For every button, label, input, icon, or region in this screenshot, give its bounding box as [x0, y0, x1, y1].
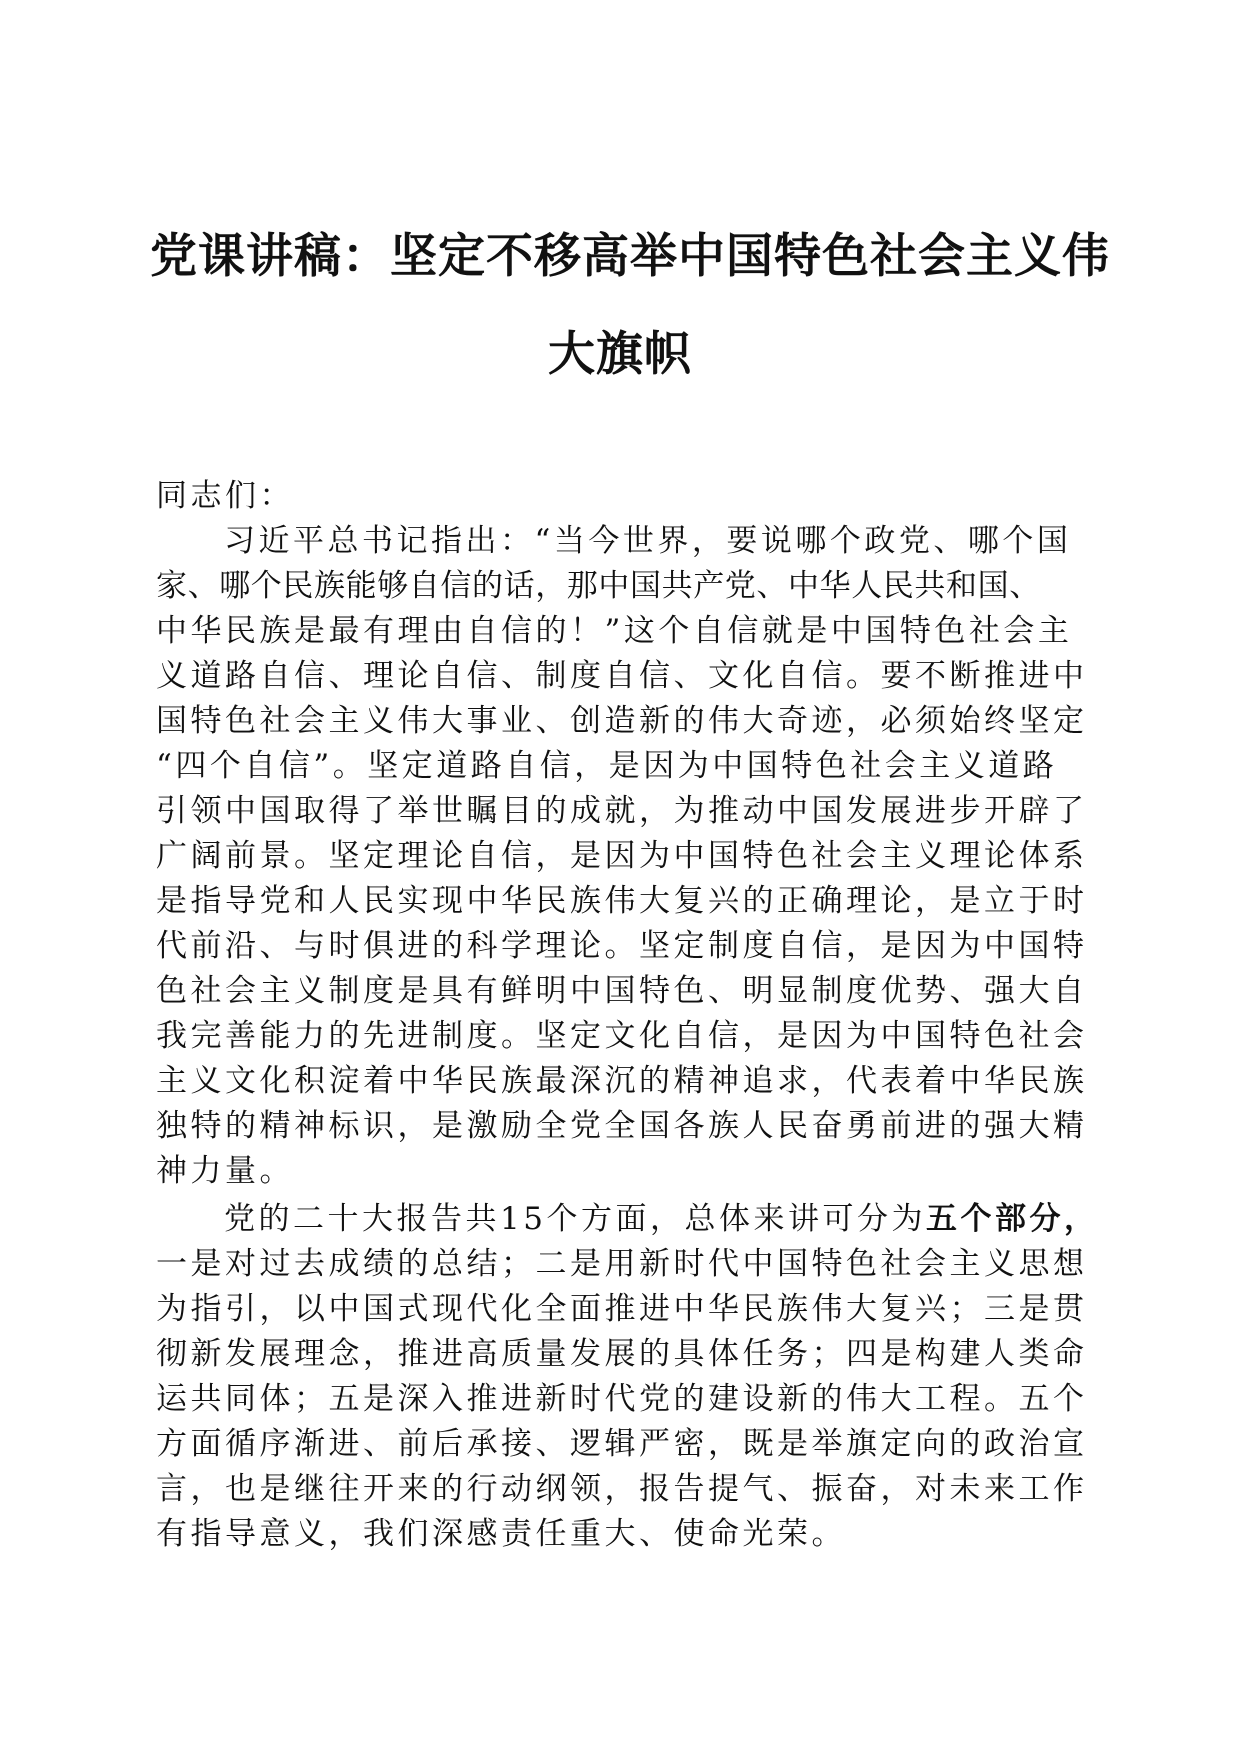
- paragraph-1-line: 家、哪个民族能够自信的话，那中国共产党、中华人民共和国、: [156, 568, 1041, 604]
- document-title-line-2: 大旗帜: [548, 327, 692, 382]
- paragraph-1-line: 中华民族是最有理由自信的！”这个自信就是中国特色社会主: [156, 613, 1073, 649]
- paragraph-2-line: 一是对过去成绩的总结；二是用新时代中国特色社会主义思想: [156, 1246, 1088, 1282]
- paragraph-2: [156, 1197, 1099, 1557]
- paragraph-2-first-line: [156, 1197, 1099, 1242]
- paragraph-2-line: 方面循序渐进、前后承接、逻辑严密，既是举旗定向的政治宣: [156, 1426, 1088, 1462]
- paragraph-2-emphasis: 五个部分，: [925, 1201, 1099, 1237]
- paragraph-1: [156, 519, 1086, 1194]
- paragraph-1-line: 国特色社会主义伟大事业、创造新的伟大奇迹，必须始终坚定: [156, 703, 1088, 739]
- paragraph-1-line: 独特的精神标识，是激励全党全国各族人民奋勇前进的强大精: [156, 1108, 1088, 1144]
- paragraph-1-line: “四个自信”。坚定道路自信，是因为中国特色社会主义道路: [156, 748, 1058, 784]
- paragraph-2-lead-text: 党的二十大报告共15个方面，总体来讲可分为: [224, 1201, 926, 1237]
- paragraph-2-line: 运共同体；五是深入推进新时代党的建设新的伟大工程。五个: [156, 1381, 1088, 1417]
- paragraph-1-line: 义道路自信、理论自信、制度自信、文化自信。要不断推进中: [156, 658, 1088, 694]
- paragraph-1-line: 我完善能力的先进制度。坚定文化自信，是因为中国特色社会: [156, 1018, 1088, 1054]
- paragraph-1-line: 神力量。: [156, 1153, 294, 1189]
- paragraph-2-line: 有指导意义，我们深感责任重大、使命光荣。: [156, 1516, 846, 1552]
- paragraph-1-line: 色社会主义制度是具有鲜明中国特色、明显制度优势、强大自: [156, 973, 1088, 1009]
- paragraph-1-line: 代前沿、与时俱进的科学理论。坚定制度自信，是因为中国特: [156, 928, 1088, 964]
- paragraph-1-line: 习近平总书记指出：“当今世界，要说哪个政党、哪个国: [224, 523, 1072, 559]
- document-title-line-1: 党课讲稿：坚定不移高举中国特色社会主义伟: [150, 229, 1110, 284]
- paragraph-1-line: 广阔前景。坚定理论自信，是因为中国特色社会主义理论体系: [156, 838, 1088, 874]
- paragraph-2-line: 为指引，以中国式现代化全面推进中华民族伟大复兴；三是贯: [156, 1291, 1088, 1327]
- greeting-text: 同志们：: [156, 478, 294, 514]
- paragraph-1-line: 是指导党和人民实现中华民族伟大复兴的正确理论，是立于时: [156, 883, 1088, 919]
- paragraph-1-line: 主义文化积淀着中华民族最深沉的精神追求，代表着中华民族: [156, 1063, 1088, 1099]
- paragraph-1-line: 引领中国取得了举世瞩目的成就，为推动中国发展进步开辟了: [156, 793, 1088, 829]
- paragraph-2-line: 彻新发展理念，推进高质量发展的具体任务；四是构建人类命: [156, 1336, 1088, 1372]
- paragraph-2-line: 言，也是继往开来的行动纲领，报告提气、振奋，对未来工作: [156, 1471, 1088, 1507]
- greeting: [156, 474, 1086, 519]
